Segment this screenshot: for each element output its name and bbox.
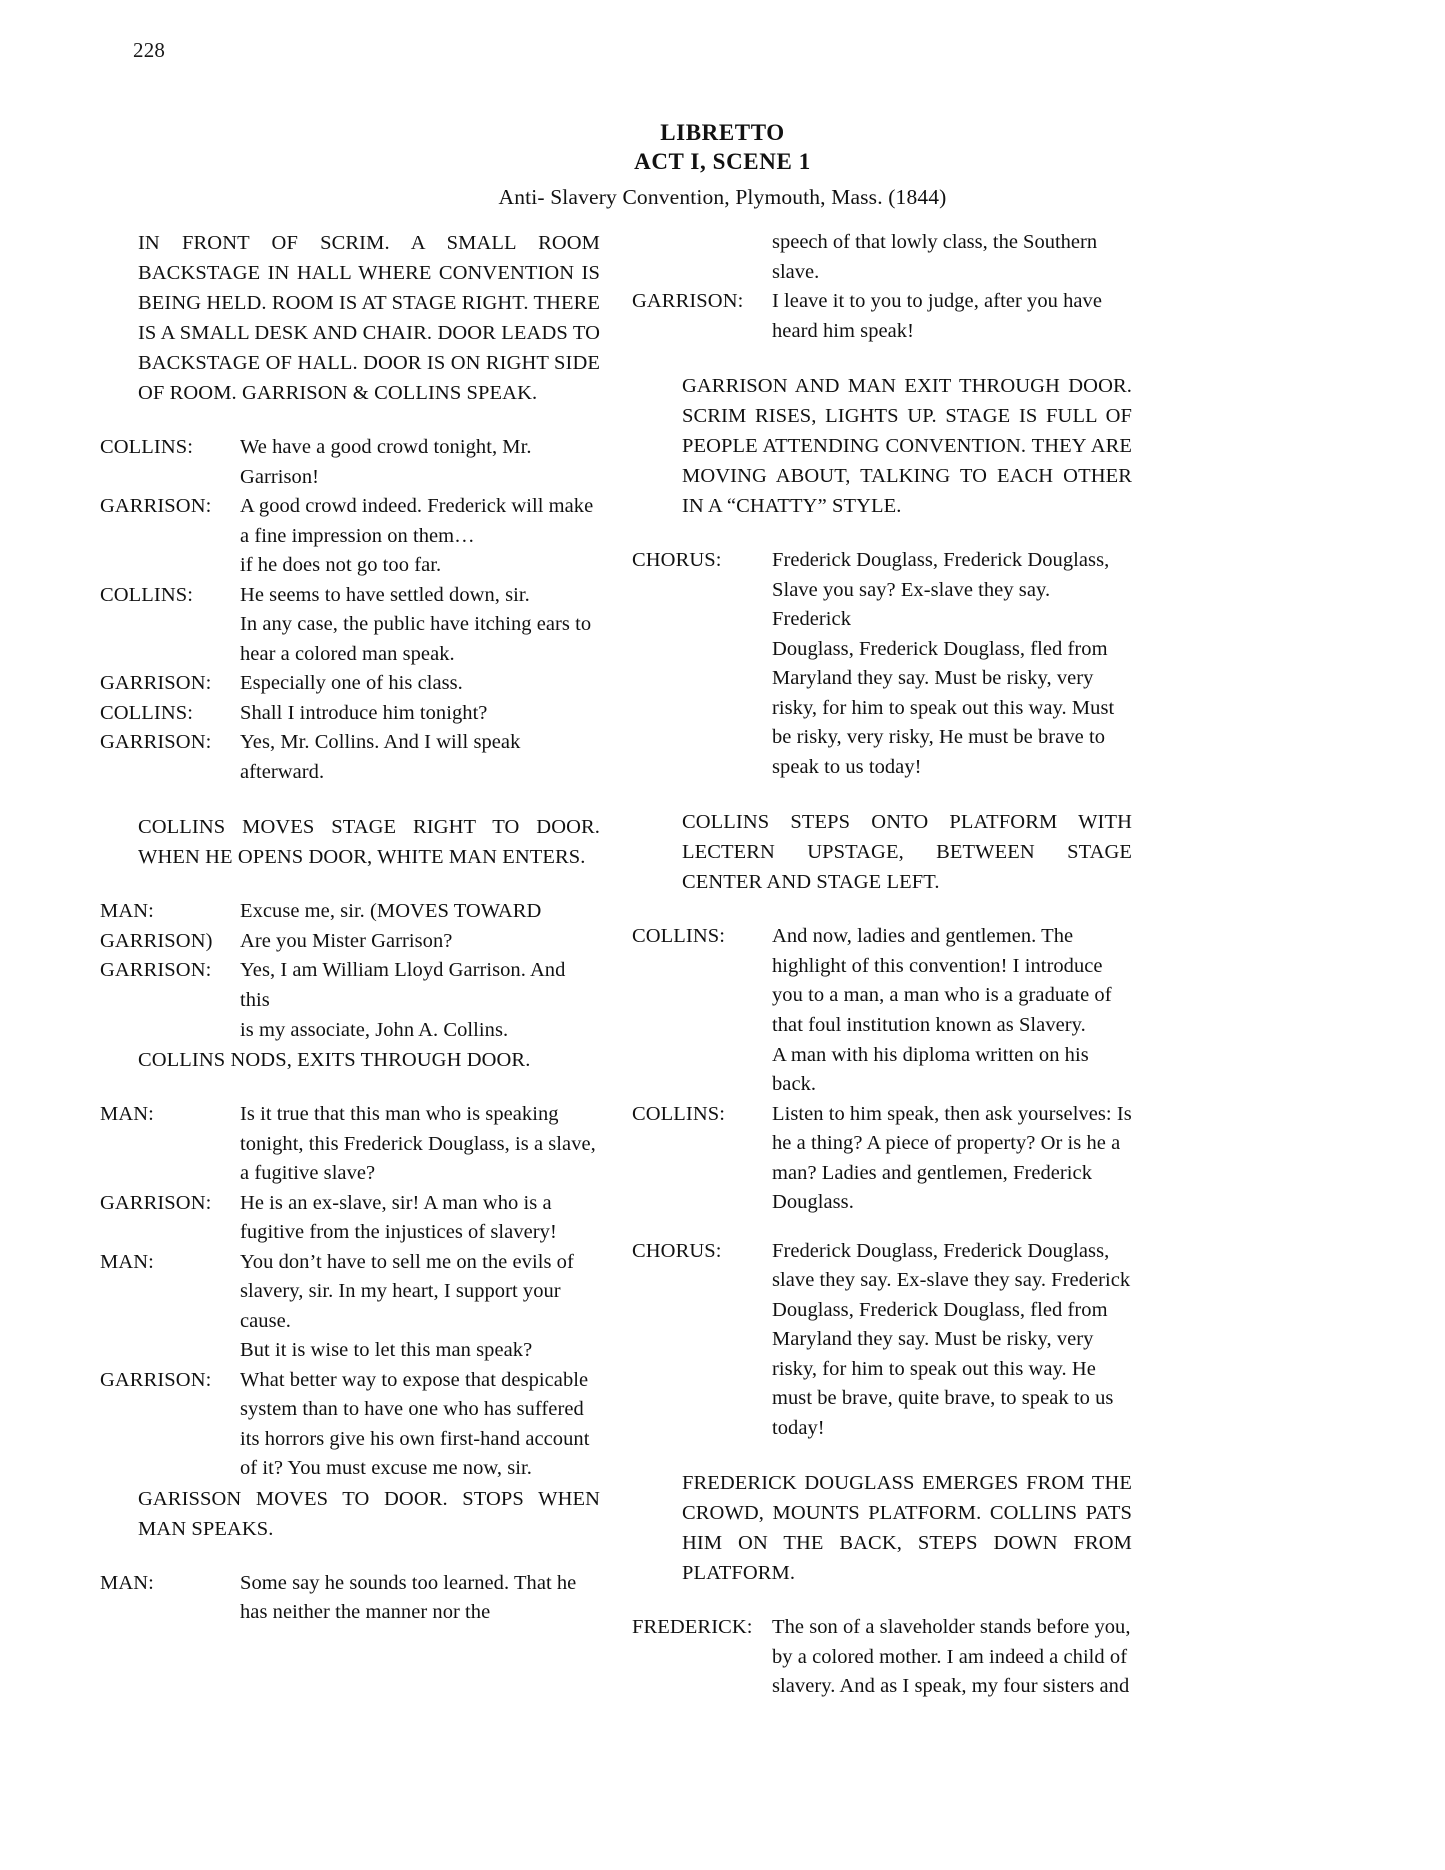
speech-text: Yes, Mr. Collins. And I will speak afterward. (240, 731, 521, 783)
speaker-name: CHORUS: (632, 549, 722, 572)
speaker-name: MAN: (100, 1103, 154, 1126)
speech-text: Frederick Douglass, Frederick Douglass, slave they say. Ex-slave they say. Frederick Douglass, Frederick Douglass, fled from Maryland they say. Must be risky, very risky, for him to speak out this way. He must be brave, quite brave, to speak to us today! (772, 1239, 1131, 1439)
header-scene-note: Anti- Slavery Convention, Plymouth, Mass. (1844) (498, 184, 947, 209)
speech-text: Some say he sounds too learned. That he has neither the manner nor the (240, 1571, 577, 1624)
dialogue-group-1 (100, 433, 600, 787)
speaker-name: MAN: (100, 1571, 154, 1594)
dialogue-line (632, 287, 1132, 346)
dialogue-line (100, 669, 600, 699)
speech-text: We have a good crowd tonight, Mr. Garrison! (240, 436, 532, 488)
speaker-name: MAN: (100, 1250, 154, 1273)
header-title: LIBRETTO (660, 120, 785, 145)
speaker-name: COLLINS: (632, 925, 726, 948)
stage-direction-3: COLLINS NODS, EXITS THROUGH DOOR. (138, 1049, 531, 1072)
dialogue-group-r1 (632, 287, 1132, 346)
stage-direction-2: COLLINS MOVES STAGE RIGHT TO DOOR. WHEN HE OPENS DOOR, WHITE MAN ENTERS. (138, 816, 600, 869)
speech-text: Shall I introduce him tonight? (240, 701, 488, 724)
stage-direction-r2: COLLINS STEPS ONTO PLATFORM WITH LECTERN UPSTAGE, BETWEEN STAGE CENTER AND STAGE LEFT. (682, 811, 1132, 894)
dialogue-line (100, 1100, 600, 1189)
dialogue-line (100, 1248, 600, 1366)
speaker-name: FREDERICK: (632, 1616, 753, 1639)
speech-text: He seems to have settled down, sir. In any case, the public have itching ears to hear a colored man speak. (240, 583, 592, 665)
speech-text: Yes, I am William Lloyd Garrison. And this is my associate, John A. Collins. (240, 959, 566, 1041)
speech-text: Excuse me, sir. (MOVES TOWARD (240, 900, 542, 923)
page-number: 228 (133, 38, 166, 62)
speaker-name: GARRISON: (100, 1368, 212, 1391)
dialogue-line (632, 922, 1132, 1099)
body-columns (0, 228, 1445, 1848)
speech-text: Listen to him speak, then ask yourselves: Is he a thing? A piece of property? Or is he a man? Ladies and gentlemen, Frederick Douglass. (772, 1102, 1132, 1214)
speaker-name: GARRISON: (100, 672, 212, 695)
speaker-name: CHORUS: (632, 1239, 722, 1262)
speech-text: He is an ex-slave, sir! A man who is a fugitive from the injustices of slavery! (240, 1191, 557, 1244)
speaker-name: MAN: (100, 900, 154, 923)
stage-direction-opening: IN FRONT OF SCRIM. A SMALL ROOM BACKSTAGE IN HALL WHERE CONVENTION IS BEING HELD. ROOM IS AT STAGE RIGHT. THERE IS A SMALL DESK AND CHAIR. DOOR LEADS TO BACKSTAGE OF HALL. DOOR IS ON RIGHT SIDE OF ROOM. GARRISON & COLLINS SPEAK. (138, 232, 600, 405)
dialogue-group-2 (100, 897, 600, 1045)
speech-text: And now, ladies and gentlemen. The highlight of this convention! I introduce you to a man, a man who is a graduate of that foul institution known as Slavery. A man with his diploma written on his back. (772, 925, 1112, 1096)
dialogue-line (100, 581, 600, 670)
speaker-name: GARRISON: (100, 495, 212, 518)
speech-text: I leave it to you to judge, after you have heard him speak! (772, 290, 1102, 342)
speaker-name: GARRISON: (632, 290, 744, 313)
dialogue-line (100, 1189, 600, 1248)
dialogue-line (100, 956, 600, 1045)
speaker-name: COLLINS: (632, 1102, 726, 1125)
speech-text: Are you Mister Garrison? (240, 929, 453, 952)
speaker-name: COLLINS: (100, 436, 194, 459)
header-act-scene: ACT I, SCENE 1 (634, 149, 811, 175)
dialogue-line (100, 1366, 600, 1484)
speech-text: Is it true that this man who is speaking tonight, this Frederick Douglass, is a slave, a fugitive slave? (240, 1103, 596, 1185)
speaker-name: COLLINS: (100, 583, 194, 606)
stage-direction-r1: GARRISON AND MAN EXIT THROUGH DOOR. SCRIM RISES, LIGHTS UP. STAGE IS FULL OF PEOPLE ATTENDING CONVENTION. THEY ARE MOVING ABOUT, TALKING TO EACH OTHER IN A “CHATTY” STYLE. (682, 375, 1132, 518)
speech-text: What better way to expose that despicable system than to have one who has suffered its horrors give his own first-hand account of it? You must excuse me now, sir. (240, 1368, 590, 1480)
dialogue-line (100, 699, 600, 729)
page-header (0, 118, 1445, 212)
speech-text: You don’t have to sell me on the evils of slavery, sir. In my heart, I support your cause. But it is wise to let this man speak? (240, 1250, 574, 1362)
dialogue-line (632, 1613, 1132, 1702)
speaker-name: GARRISON) (100, 929, 213, 952)
stage-direction-4: GARISSON MOVES TO DOOR. STOPS WHEN MAN SPEAKS. (138, 1487, 600, 1540)
speech-text: The son of a slaveholder stands before you, by a colored mother. I am indeed a child of slavery. And as I speak, my four sisters and (772, 1616, 1131, 1698)
dialogue-line (632, 1100, 1132, 1218)
dialogue-line (100, 433, 600, 492)
dialogue-group-r2 (632, 546, 1132, 782)
left-column (100, 228, 600, 1628)
stage-direction-r3: FREDERICK DOUGLASS EMERGES FROM THE CROWD, MOUNTS PLATFORM. COLLINS PATS HIM ON THE BACK, STEPS DOWN FROM PLATFORM. (682, 1472, 1132, 1585)
continuation-text: speech of that lowly class, the Southern slave. (772, 231, 1098, 283)
speech-text: Especially one of his class. (240, 672, 463, 695)
dialogue-line (632, 1237, 1132, 1444)
speaker-name: GARRISON: (100, 731, 212, 754)
dialogue-line (100, 1569, 600, 1628)
dialogue-group-r3 (632, 922, 1132, 1217)
dialogue-line (100, 927, 600, 957)
speaker-name: GARRISON: (100, 959, 212, 982)
dialogue-group-r5 (632, 1613, 1132, 1702)
dialogue-group-r4 (632, 1237, 1132, 1444)
speech-text: Frederick Douglass, Frederick Douglass, Slave you say? Ex-slave they say. Frederick Douglass, Frederick Douglass, fled from Maryland they say. Must be risky, very risky, for him to speak out this way. Must be risky, very risky, He must be brave to speak to us today! (772, 549, 1115, 778)
dialogue-line (100, 897, 600, 927)
right-column (632, 228, 1132, 1702)
dialogue-line (100, 728, 600, 787)
dialogue-line (100, 492, 600, 581)
speaker-name: GARRISON: (100, 1191, 212, 1214)
speaker-name: COLLINS: (100, 701, 194, 724)
speech-text: A good crowd indeed. Frederick will make a fine impression on them… if he does not go too far. (240, 495, 594, 577)
dialogue-line (632, 546, 1132, 782)
dialogue-group-4 (100, 1569, 600, 1628)
dialogue-group-3 (100, 1100, 600, 1484)
